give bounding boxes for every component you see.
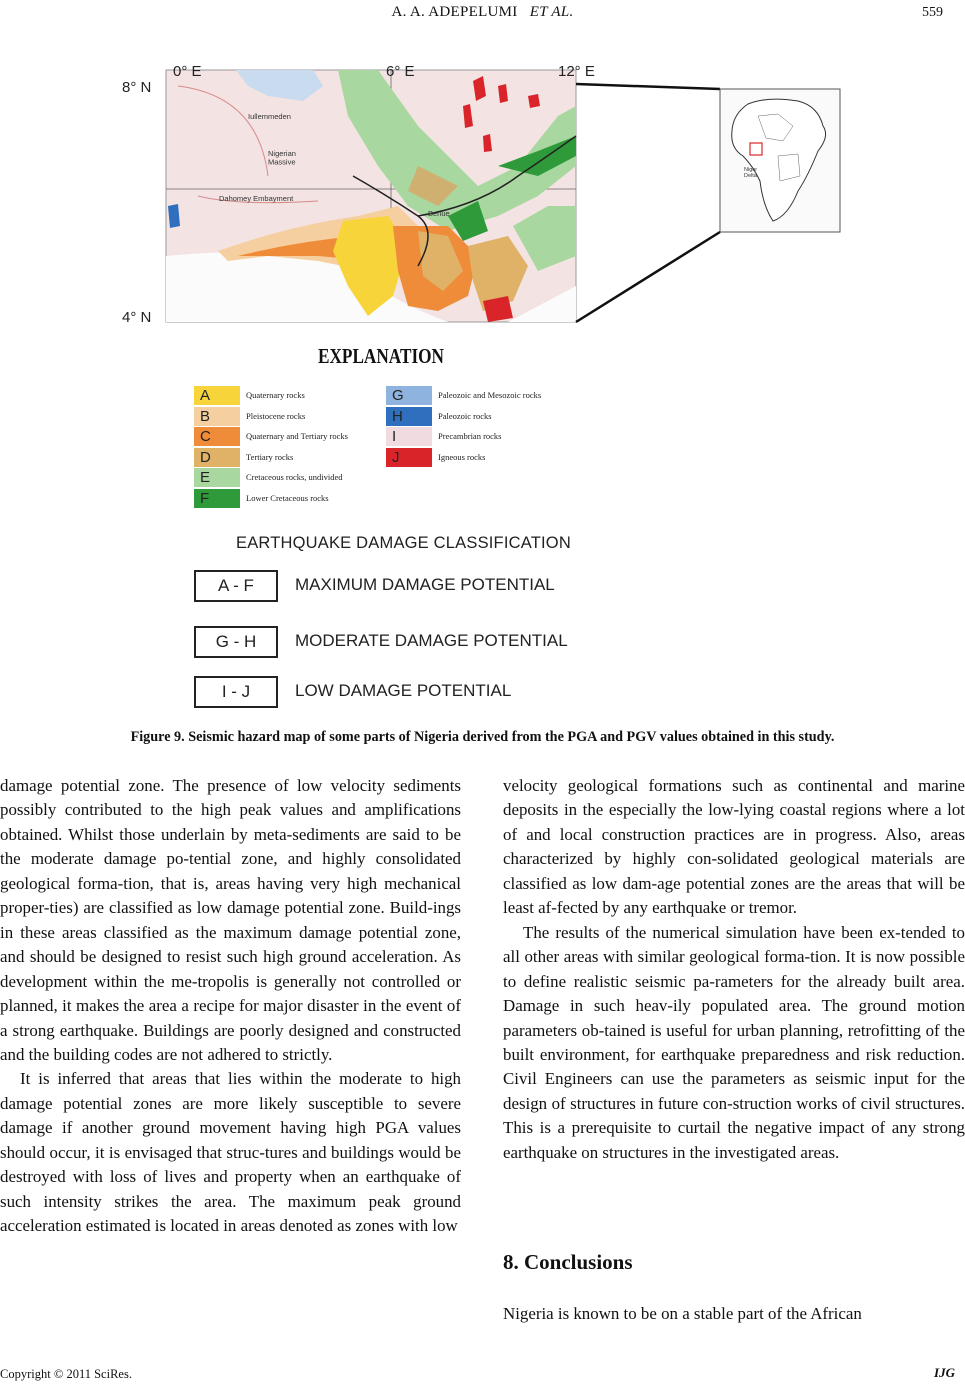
legend-label: Pleistocene rocks — [246, 410, 306, 421]
paragraph: The results of the numerical simulation have been ex-tended to all other areas with similar geological forma-tion. It is now possible to define realistic seismic pa-rameters for the already built area. Damage in such heav-ily populated area. The ground motion parameters ob-tained is useful for urban planning, retrofitting of the built environment, for earthquake preparedness and risk reduction. Civil Engineers can use the parameters as seismic input for the design of structures in future con-struction works of civil structures. This is a prerequisite to curtail the negative impact of any strong earthquake on structures in the investigated areas. — [503, 922, 965, 1162]
label-lon-right: 12° E — [558, 63, 595, 80]
legend-swatch: D — [194, 448, 240, 467]
paragraph: It is inferred that areas that lies within the moderate to high damage potential zones are more likely susceptible to severe damage if another ground movement having high PGA values should occur, it is envisaged that struc-tures and buildings would be destroyed with loss of lives and property when an earthquake of such intensity strikes the area. The maximum peak ground acceleration estimated is located in areas denoted as zones with low — [0, 1069, 461, 1236]
label-niger-delta: Niger Delta — [744, 167, 758, 180]
legend-label: Quaternary rocks — [246, 390, 305, 400]
damage-class-range: I - J — [194, 676, 278, 708]
right-column-continued — [503, 1302, 965, 1326]
paragraph: Nigeria is known to be on a stable part of the African — [503, 1304, 862, 1323]
legend-swatch: E — [194, 468, 240, 487]
legend-swatch: C — [194, 427, 240, 446]
legend-swatch: J — [386, 448, 432, 467]
damage-class-label: MAXIMUM DAMAGE POTENTIAL — [295, 575, 555, 594]
label-benue: Benue — [428, 209, 450, 218]
seismic-map — [118, 56, 858, 326]
legend-swatch: H — [386, 407, 432, 426]
legend-label: Lower Cretaceous rocks — [246, 492, 329, 503]
damage-class-range: G - H — [194, 626, 278, 658]
explanation-title: EXPLANATION — [318, 344, 444, 368]
legend-label: Quaternary and Tertiary rocks — [246, 431, 348, 441]
legend-label: Precambrian rocks — [438, 431, 502, 441]
header-authors: A. A. ADEPELUMI — [391, 4, 518, 20]
paragraph: velocity geological formations such as continental and marine deposits in the especially the low-lying coastal regions where a lot of and local construction practices are in progress. Also, areas characterized by highly con-solidated geological materials are classified as low dam-age potential zones are the areas that will be least af-fected by any earthquake or tremor. — [503, 776, 965, 918]
label-lon-left: 0° E — [173, 63, 202, 80]
footer-journal: IJG — [934, 1365, 955, 1380]
label-lat-bottom: 4° N — [122, 309, 152, 326]
legend-label: Tertiary rocks — [246, 451, 294, 462]
legend-swatch: A — [194, 386, 240, 405]
left-column — [0, 774, 461, 1239]
damage-class-label: LOW DAMAGE POTENTIAL — [295, 681, 512, 700]
label-nigerian-massive: Nigerian Massive — [268, 149, 296, 167]
legend-swatch: B — [194, 407, 240, 426]
label-dahomey: Dahomey Embayment — [219, 194, 294, 203]
footer-copyright: Copyright © 2011 SciRes. — [0, 1367, 132, 1381]
legend-swatch: G — [386, 386, 432, 405]
damage-classification-title: EARTHQUAKE DAMAGE CLASSIFICATION — [236, 534, 571, 552]
running-header — [0, 4, 965, 21]
damage-class-range: A - F — [194, 570, 278, 602]
legend-label: Igneous rocks — [438, 451, 486, 462]
legend-label: Paleozoic and Mesozoic rocks — [438, 390, 542, 400]
right-column — [503, 774, 965, 1165]
label-lon-mid: 6° E — [386, 63, 415, 80]
figure-9 — [118, 56, 858, 716]
damage-class-label: MODERATE DAMAGE POTENTIAL — [295, 631, 568, 650]
legend-swatch: F — [194, 489, 240, 508]
page-number: 559 — [922, 5, 943, 20]
header-etal: ET AL. — [529, 4, 574, 20]
legend-label: Cretaceous rocks, undivided — [246, 472, 343, 482]
legend-label: Paleozoic rocks — [438, 410, 492, 421]
section-title: 8. Conclusions — [503, 1250, 633, 1274]
figure-caption: Figure 9. Seismic hazard map of some parts of Nigeria derived from the PGA and PGV values obtained in this study. — [130, 729, 835, 745]
label-lat-top: 8° N — [122, 79, 152, 96]
label-iullemmeden: Iullemmeden — [248, 112, 291, 121]
legend-swatch: I — [386, 427, 432, 446]
paragraph: damage potential zone. The presence of low velocity sediments possibly contributed to the high peak values and amplifications obtained. Whilst those underlain by meta-sediments are said to be the moderate damage po-tential zone, and highly consolidated geological forma-tion, that is, areas having very high mechanical proper-ties) are classified as low damage potential zone. Build-ings in these areas classified as the maximum damage potential zone, and should be designed to resist such high ground acceleration. As development within the me-tropolis is generally not controlled or planned, it makes the area a recipe for major disaster in the event of a strong earthquake. Buildings are poorly designed and constructed and the building codes are not adhered to strictly. — [0, 776, 461, 1064]
